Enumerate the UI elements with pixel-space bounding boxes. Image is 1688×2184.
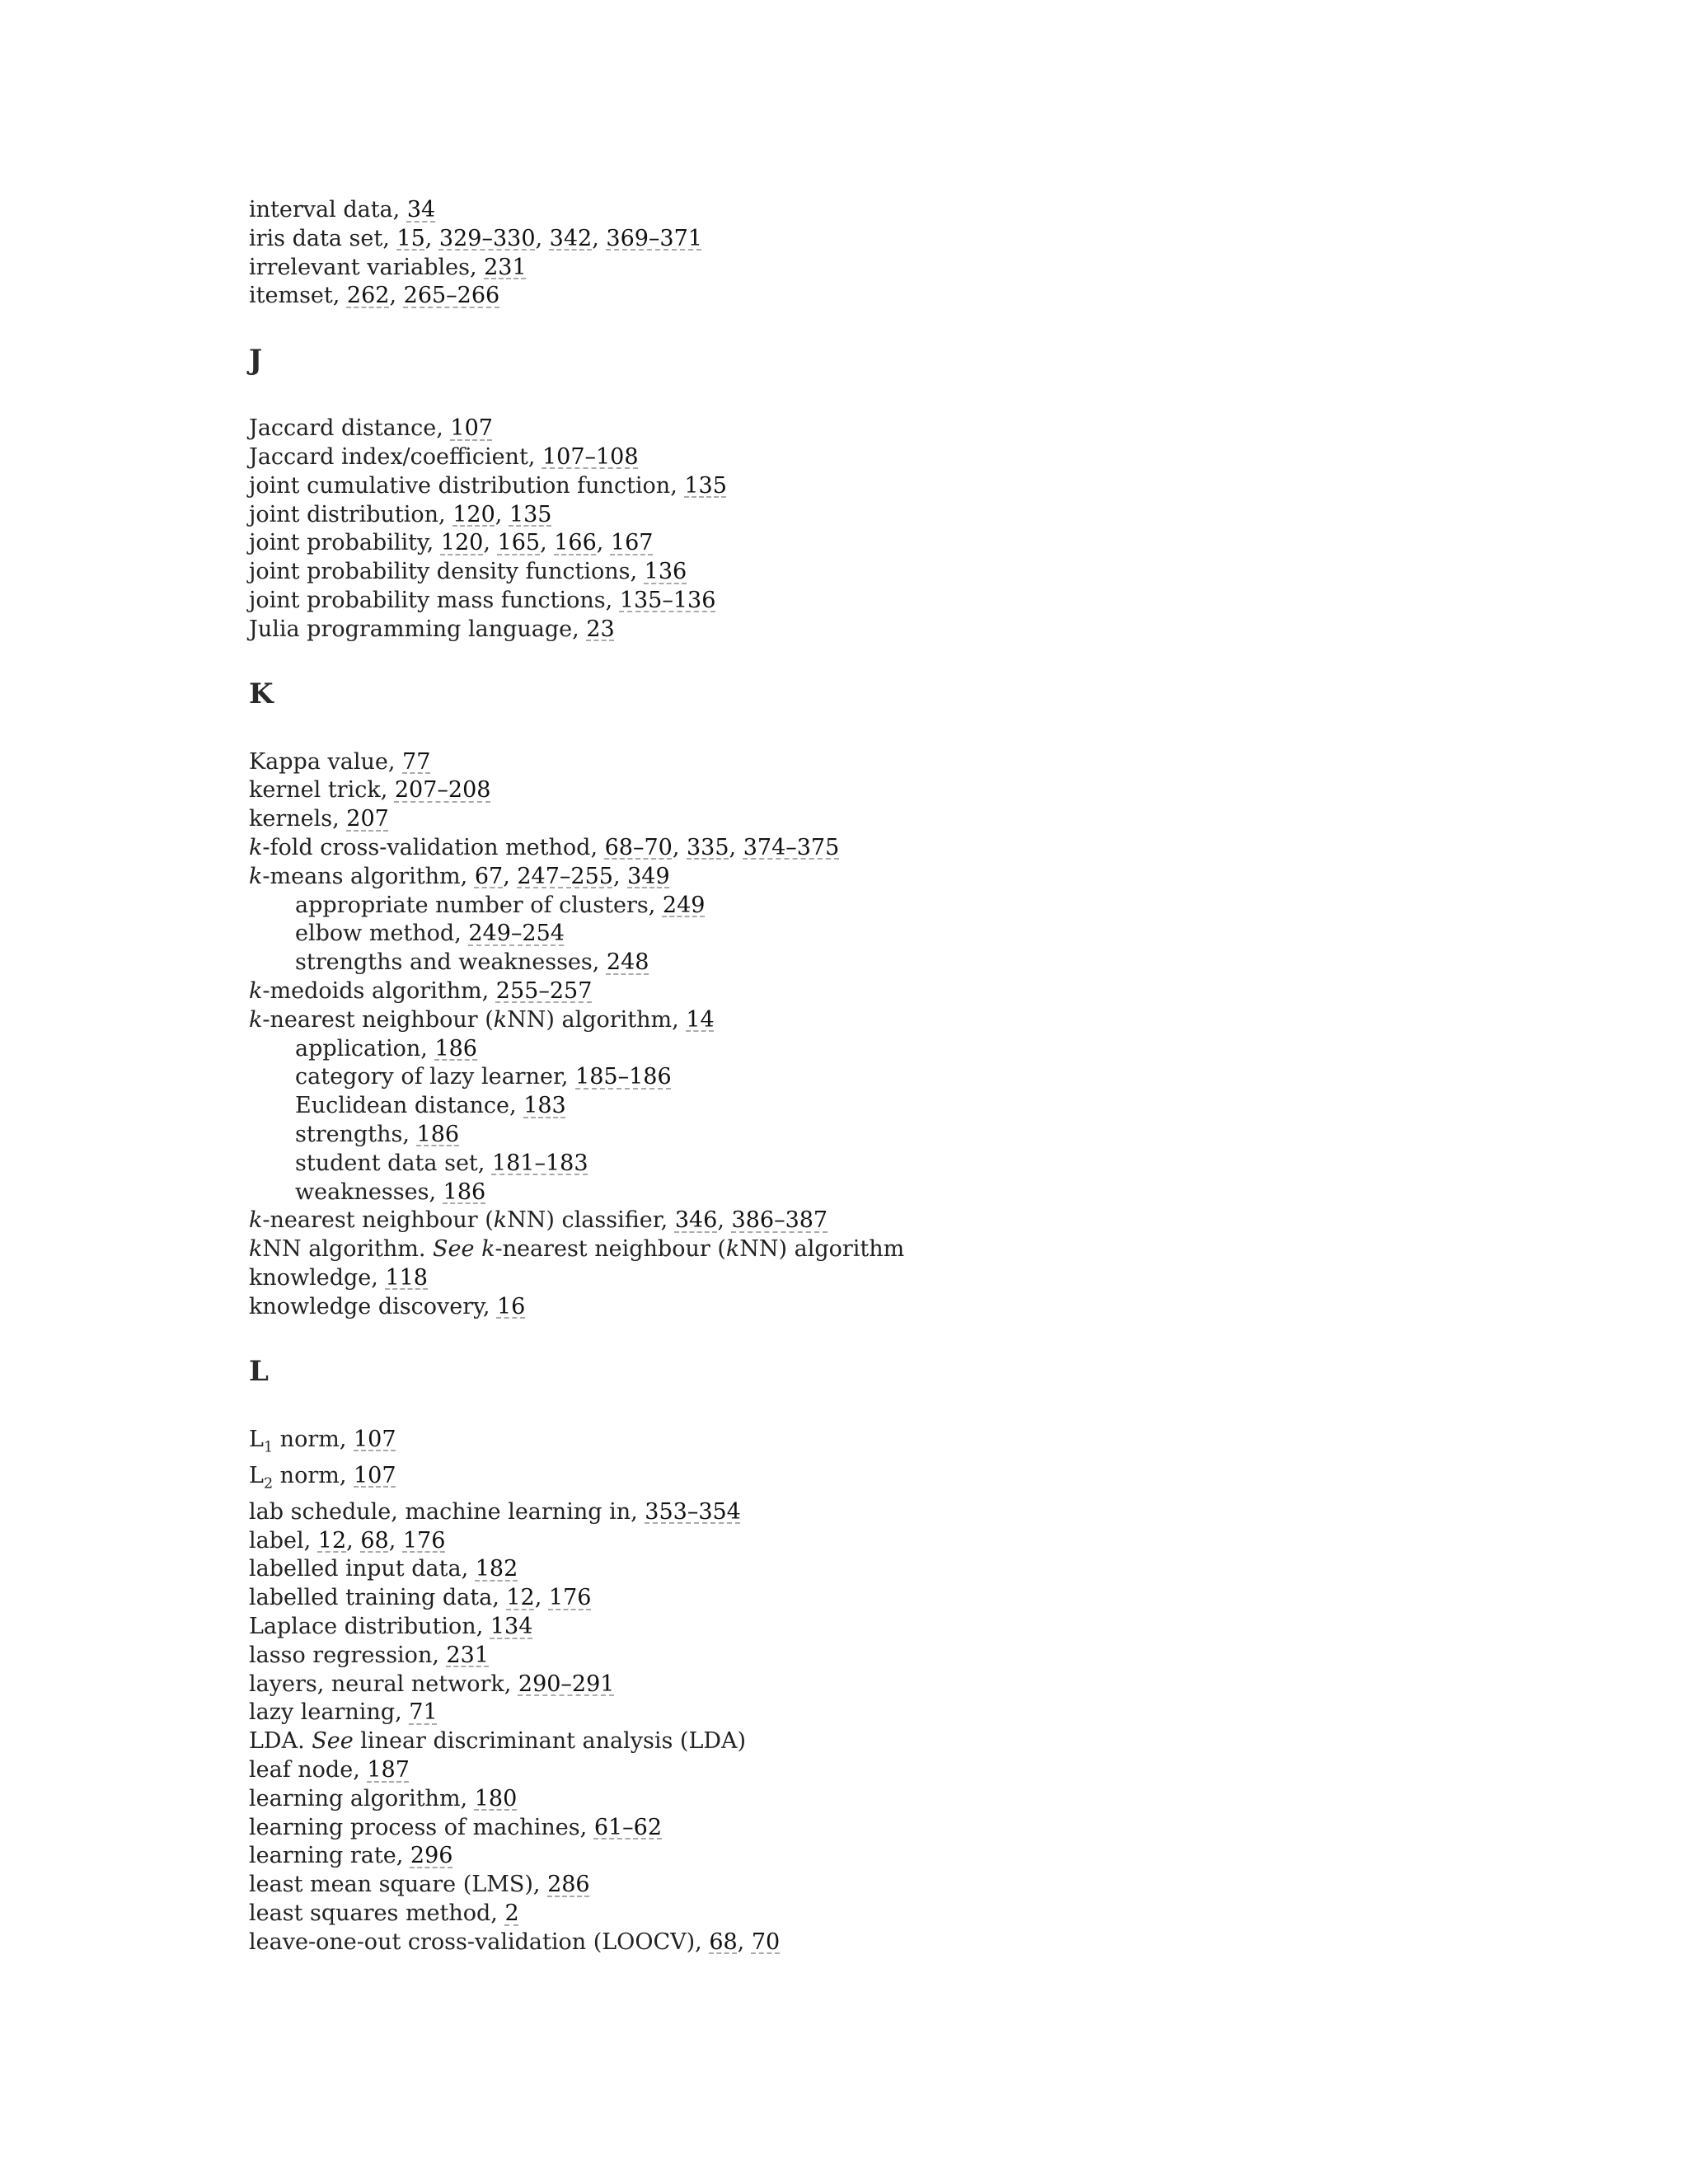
entry-term-part: itemset, bbox=[249, 283, 347, 309]
entry-term-part: joint cumulative distribution function, bbox=[249, 472, 685, 499]
page-link[interactable]: 349 bbox=[627, 863, 670, 889]
entry-term-part: 2 bbox=[263, 1475, 274, 1493]
index-subentry bbox=[249, 920, 1568, 949]
entry-term-part: joint distribution, bbox=[249, 501, 453, 527]
page-link[interactable]: 15 bbox=[396, 225, 425, 251]
page-link[interactable]: 185–186 bbox=[575, 1064, 672, 1090]
entry-term-part: L bbox=[249, 1462, 264, 1488]
page-separator: , bbox=[389, 283, 404, 309]
index-entry bbox=[249, 1871, 1568, 1900]
page-link[interactable]: 353–354 bbox=[645, 1498, 741, 1525]
page-link[interactable]: 14 bbox=[686, 1006, 715, 1033]
page-separator: , bbox=[424, 225, 439, 251]
entry-term-part: elbow method, bbox=[295, 921, 469, 947]
page-link[interactable]: 183 bbox=[523, 1093, 566, 1119]
page-link[interactable]: 207–208 bbox=[394, 777, 491, 804]
index-subentry bbox=[249, 1063, 1568, 1092]
index-entry bbox=[249, 558, 1568, 587]
page-link[interactable]: 68 bbox=[709, 1929, 738, 1955]
entry-term-part: kernels, bbox=[249, 806, 347, 832]
index-subentry bbox=[249, 1121, 1568, 1150]
entry-term-part: See bbox=[433, 1236, 475, 1263]
entry-term-part: norm, bbox=[273, 1426, 354, 1452]
page-link[interactable]: 186 bbox=[434, 1035, 477, 1062]
page-link[interactable]: 369–371 bbox=[606, 225, 702, 251]
page-link[interactable]: 346 bbox=[674, 1207, 718, 1234]
entry-term-part: category of lazy learner, bbox=[295, 1064, 576, 1090]
entry-term-part: NN algorithm. bbox=[262, 1236, 434, 1263]
entry-term-part: knowledge, bbox=[249, 1264, 386, 1291]
index-entry bbox=[249, 1584, 1568, 1613]
page-separator: , bbox=[388, 1527, 403, 1554]
page-link[interactable]: 386–387 bbox=[731, 1207, 828, 1234]
page-link[interactable]: 67 bbox=[474, 863, 504, 889]
entry-term-part: norm, bbox=[273, 1462, 354, 1488]
entry-term-part: NN) classifier, bbox=[507, 1207, 675, 1234]
index-subentry bbox=[249, 1092, 1568, 1121]
index-subentry bbox=[249, 949, 1568, 977]
entry-term-part: leave-one-out cross-validation (LOOCV), bbox=[249, 1929, 710, 1955]
entry-term-part: 1 bbox=[263, 1438, 274, 1455]
index-entry bbox=[249, 1555, 1568, 1584]
entry-term-part: LDA. bbox=[249, 1728, 312, 1755]
page-separator: , bbox=[672, 834, 687, 860]
index-subentry bbox=[249, 1179, 1568, 1207]
page-separator: , bbox=[540, 530, 555, 556]
entry-term-part: Kappa value, bbox=[249, 748, 403, 775]
page-separator: , bbox=[534, 1585, 549, 1611]
entry-term-part: least squares method, bbox=[249, 1900, 505, 1927]
entry-term-part: Jaccard distance, bbox=[249, 415, 451, 442]
page-link[interactable]: 12 bbox=[506, 1585, 535, 1611]
page-link[interactable]: 134 bbox=[490, 1614, 533, 1640]
entry-term-part: Julia programming language, bbox=[249, 616, 587, 642]
page-link[interactable]: 120 bbox=[440, 530, 484, 556]
entry-term-part: L bbox=[249, 1426, 264, 1452]
entry-term-part: Laplace distribution, bbox=[249, 1614, 490, 1640]
section-heading-l: L bbox=[249, 1354, 269, 1388]
entry-term-part: leaf node, bbox=[249, 1757, 368, 1783]
entry-term-part: learning rate, bbox=[249, 1843, 410, 1869]
page-link[interactable]: 165 bbox=[497, 530, 541, 556]
entry-term-part: weaknesses, bbox=[295, 1179, 443, 1205]
page-separator: , bbox=[737, 1929, 752, 1955]
page-link[interactable]: 296 bbox=[410, 1843, 453, 1869]
index-entry bbox=[249, 977, 1568, 1006]
entry-term-part: Jaccard index/coefficient, bbox=[249, 443, 542, 470]
entry-term-part: Euclidean distance, bbox=[295, 1093, 524, 1119]
entry-term-part: labelled training data, bbox=[249, 1585, 507, 1611]
page-separator: , bbox=[612, 863, 628, 889]
entry-term-part: k bbox=[249, 1236, 263, 1263]
index-entry bbox=[249, 1727, 1568, 1756]
entry-term-part: -means algorithm, bbox=[262, 863, 475, 889]
page-link[interactable]: 335 bbox=[687, 834, 729, 860]
entry-term-part: lasso regression, bbox=[249, 1642, 447, 1668]
entry-term-part: See bbox=[312, 1728, 354, 1755]
page-link[interactable]: 166 bbox=[554, 530, 597, 556]
page-link[interactable]: 167 bbox=[610, 530, 654, 556]
page-link[interactable]: 68 bbox=[360, 1527, 389, 1554]
entry-term-part: appropriate number of clusters, bbox=[295, 892, 663, 918]
entry-term-part bbox=[475, 1236, 482, 1262]
index-entry bbox=[249, 1785, 1568, 1814]
page-link[interactable]: 16 bbox=[496, 1293, 526, 1319]
entry-term-part: linear discriminant analysis (LDA) bbox=[353, 1728, 747, 1755]
entry-term-part: k bbox=[249, 977, 263, 1004]
page-link[interactable]: 120 bbox=[452, 501, 495, 527]
entry-term-part: lab schedule, machine learning in, bbox=[249, 1498, 645, 1525]
entry-term-part: -nearest neighbour ( bbox=[262, 1207, 494, 1234]
page-link[interactable]: 342 bbox=[549, 225, 593, 251]
entry-term-part: k bbox=[725, 1236, 740, 1263]
index-entry bbox=[249, 501, 1568, 530]
page-link[interactable]: 249–254 bbox=[468, 921, 565, 947]
index-entry bbox=[249, 587, 1568, 616]
page-separator: , bbox=[495, 501, 509, 527]
index-entry bbox=[249, 748, 1568, 777]
entry-term-part: lazy learning, bbox=[249, 1699, 410, 1726]
entry-term-part: -medoids algorithm, bbox=[262, 977, 496, 1004]
index-entry bbox=[249, 616, 1568, 644]
section-heading-j: J bbox=[249, 344, 263, 377]
entry-term-part: k bbox=[249, 1207, 263, 1234]
entry-term-part: layers, neural network, bbox=[249, 1671, 518, 1697]
entry-term-part: k bbox=[249, 1006, 263, 1033]
index-entry bbox=[249, 1671, 1568, 1699]
index-entry bbox=[249, 863, 1568, 892]
entry-term-part: label, bbox=[249, 1527, 318, 1554]
index-entry bbox=[249, 776, 1568, 805]
index-entry bbox=[249, 1642, 1568, 1671]
entry-term-part: iris data set, bbox=[249, 225, 397, 251]
page-link[interactable]: 107–108 bbox=[542, 443, 639, 470]
index-entry bbox=[249, 1756, 1568, 1785]
page-link[interactable]: 68–70 bbox=[604, 834, 673, 860]
entry-term-part: joint probability, bbox=[249, 530, 441, 556]
entry-term-part: k bbox=[481, 1236, 495, 1263]
page-link[interactable]: 77 bbox=[402, 748, 431, 775]
page-separator: , bbox=[503, 863, 518, 889]
page-link[interactable]: 107 bbox=[450, 415, 493, 442]
entry-term-part: labelled input data, bbox=[249, 1556, 476, 1582]
index-entry bbox=[249, 472, 1568, 501]
entry-term-part: strengths, bbox=[295, 1121, 417, 1147]
page-separator: , bbox=[596, 530, 611, 556]
page-link[interactable]: 249 bbox=[662, 892, 706, 918]
entry-term-part: -fold cross-validation method, bbox=[262, 834, 605, 860]
entry-term-part: interval data, bbox=[249, 197, 407, 223]
entry-term-part: -nearest neighbour ( bbox=[495, 1236, 726, 1263]
index-entry bbox=[249, 805, 1568, 834]
index-entry bbox=[249, 1293, 1568, 1322]
entry-term-part: joint probability mass functions, bbox=[249, 587, 620, 613]
index-entry bbox=[249, 443, 1568, 472]
page-link[interactable]: 135 bbox=[684, 472, 727, 499]
index-entry bbox=[249, 1527, 1568, 1556]
page-link[interactable]: 180 bbox=[474, 1785, 518, 1811]
entry-term-part: student data set, bbox=[295, 1150, 492, 1176]
index-entry bbox=[249, 1900, 1568, 1929]
page-link[interactable]: 247–255 bbox=[517, 863, 613, 889]
page-link[interactable]: 182 bbox=[475, 1556, 518, 1582]
index-entry bbox=[249, 1426, 1568, 1462]
index-entry bbox=[249, 1699, 1568, 1727]
page-link[interactable]: 207 bbox=[346, 806, 389, 832]
index-entry bbox=[249, 1842, 1568, 1871]
entry-term-part: least mean square (LMS), bbox=[249, 1872, 548, 1898]
page-link[interactable]: 71 bbox=[409, 1699, 438, 1726]
page-link[interactable]: 329–330 bbox=[438, 225, 536, 251]
entry-term-part: k bbox=[493, 1006, 508, 1033]
page-link[interactable]: 186 bbox=[416, 1121, 460, 1147]
index-entry bbox=[249, 1264, 1568, 1293]
index-entry bbox=[249, 834, 1568, 863]
index-entry bbox=[249, 529, 1568, 558]
page-link[interactable]: 61–62 bbox=[593, 1814, 663, 1840]
page-link[interactable]: 262 bbox=[346, 283, 390, 309]
page-link[interactable]: 34 bbox=[406, 197, 436, 223]
entry-term-part: k bbox=[249, 863, 263, 889]
entry-term-part: irrelevant variables, bbox=[249, 254, 485, 280]
page-separator: , bbox=[729, 834, 743, 860]
page-link[interactable]: 374–375 bbox=[743, 834, 840, 860]
page-link[interactable]: 181–183 bbox=[491, 1150, 588, 1176]
index-entry bbox=[249, 1498, 1568, 1527]
page-link[interactable]: 187 bbox=[367, 1757, 410, 1783]
page-link[interactable]: 136 bbox=[644, 559, 687, 585]
page-link[interactable]: 135–136 bbox=[619, 587, 716, 613]
page-separator: , bbox=[717, 1207, 732, 1234]
entry-term-part: NN) algorithm bbox=[739, 1236, 905, 1263]
page-link[interactable]: 176 bbox=[548, 1585, 592, 1611]
index-entry bbox=[249, 1006, 1568, 1035]
entry-term-part: k bbox=[493, 1207, 508, 1234]
page-link[interactable]: 107 bbox=[354, 1462, 396, 1488]
page-link[interactable]: 23 bbox=[586, 616, 615, 642]
page-link[interactable]: 186 bbox=[443, 1179, 486, 1205]
page-link[interactable]: 107 bbox=[354, 1426, 396, 1452]
page-separator: , bbox=[535, 225, 550, 251]
page-link[interactable]: 135 bbox=[509, 501, 552, 527]
index-entry bbox=[249, 282, 1568, 311]
page-link[interactable]: 255–257 bbox=[495, 977, 593, 1004]
entry-term-part: kernel trick, bbox=[249, 777, 395, 804]
index-entry bbox=[249, 1235, 1568, 1264]
index-entry bbox=[249, 1814, 1568, 1843]
index-subentry bbox=[249, 892, 1568, 921]
entry-term-part: k bbox=[249, 834, 263, 860]
entry-term-part: learning algorithm, bbox=[249, 1785, 475, 1811]
page-link[interactable]: 176 bbox=[402, 1527, 446, 1554]
index-entry bbox=[249, 1462, 1568, 1498]
index-entry bbox=[249, 415, 1568, 443]
page-link[interactable]: 2 bbox=[504, 1900, 519, 1927]
entry-term-part: knowledge discovery, bbox=[249, 1293, 497, 1319]
page-separator: , bbox=[483, 530, 498, 556]
page-separator: , bbox=[346, 1527, 361, 1554]
page-link[interactable]: 231 bbox=[484, 254, 527, 280]
entry-term-part: learning process of machines, bbox=[249, 1814, 594, 1840]
entry-term-part: -nearest neighbour ( bbox=[262, 1006, 494, 1033]
page-link[interactable]: 231 bbox=[446, 1642, 490, 1668]
page-link[interactable]: 70 bbox=[751, 1929, 781, 1955]
index-subentry bbox=[249, 1035, 1568, 1064]
page-link[interactable]: 248 bbox=[606, 949, 649, 976]
index-entry bbox=[249, 1613, 1568, 1642]
index-entry bbox=[249, 225, 1568, 254]
index-entry bbox=[249, 1207, 1568, 1235]
page-link[interactable]: 290–291 bbox=[518, 1671, 615, 1697]
page-link[interactable]: 265–266 bbox=[403, 283, 500, 309]
page-separator: , bbox=[592, 225, 607, 251]
entry-term-part: joint probability density functions, bbox=[249, 559, 645, 585]
page-link[interactable]: 286 bbox=[547, 1872, 590, 1898]
page-link[interactable]: 118 bbox=[385, 1264, 428, 1291]
entry-term-part: NN) algorithm, bbox=[507, 1006, 687, 1033]
index-subentry bbox=[249, 1150, 1568, 1179]
entry-term-part: strengths and weaknesses, bbox=[295, 949, 607, 976]
book-index bbox=[249, 196, 1568, 1957]
index-entry bbox=[249, 196, 1568, 225]
section-heading-k: K bbox=[249, 677, 274, 710]
index-entry bbox=[249, 1929, 1568, 1957]
index-entry bbox=[249, 254, 1568, 283]
page-link[interactable]: 12 bbox=[317, 1527, 347, 1554]
entry-term-part: application, bbox=[295, 1035, 435, 1062]
